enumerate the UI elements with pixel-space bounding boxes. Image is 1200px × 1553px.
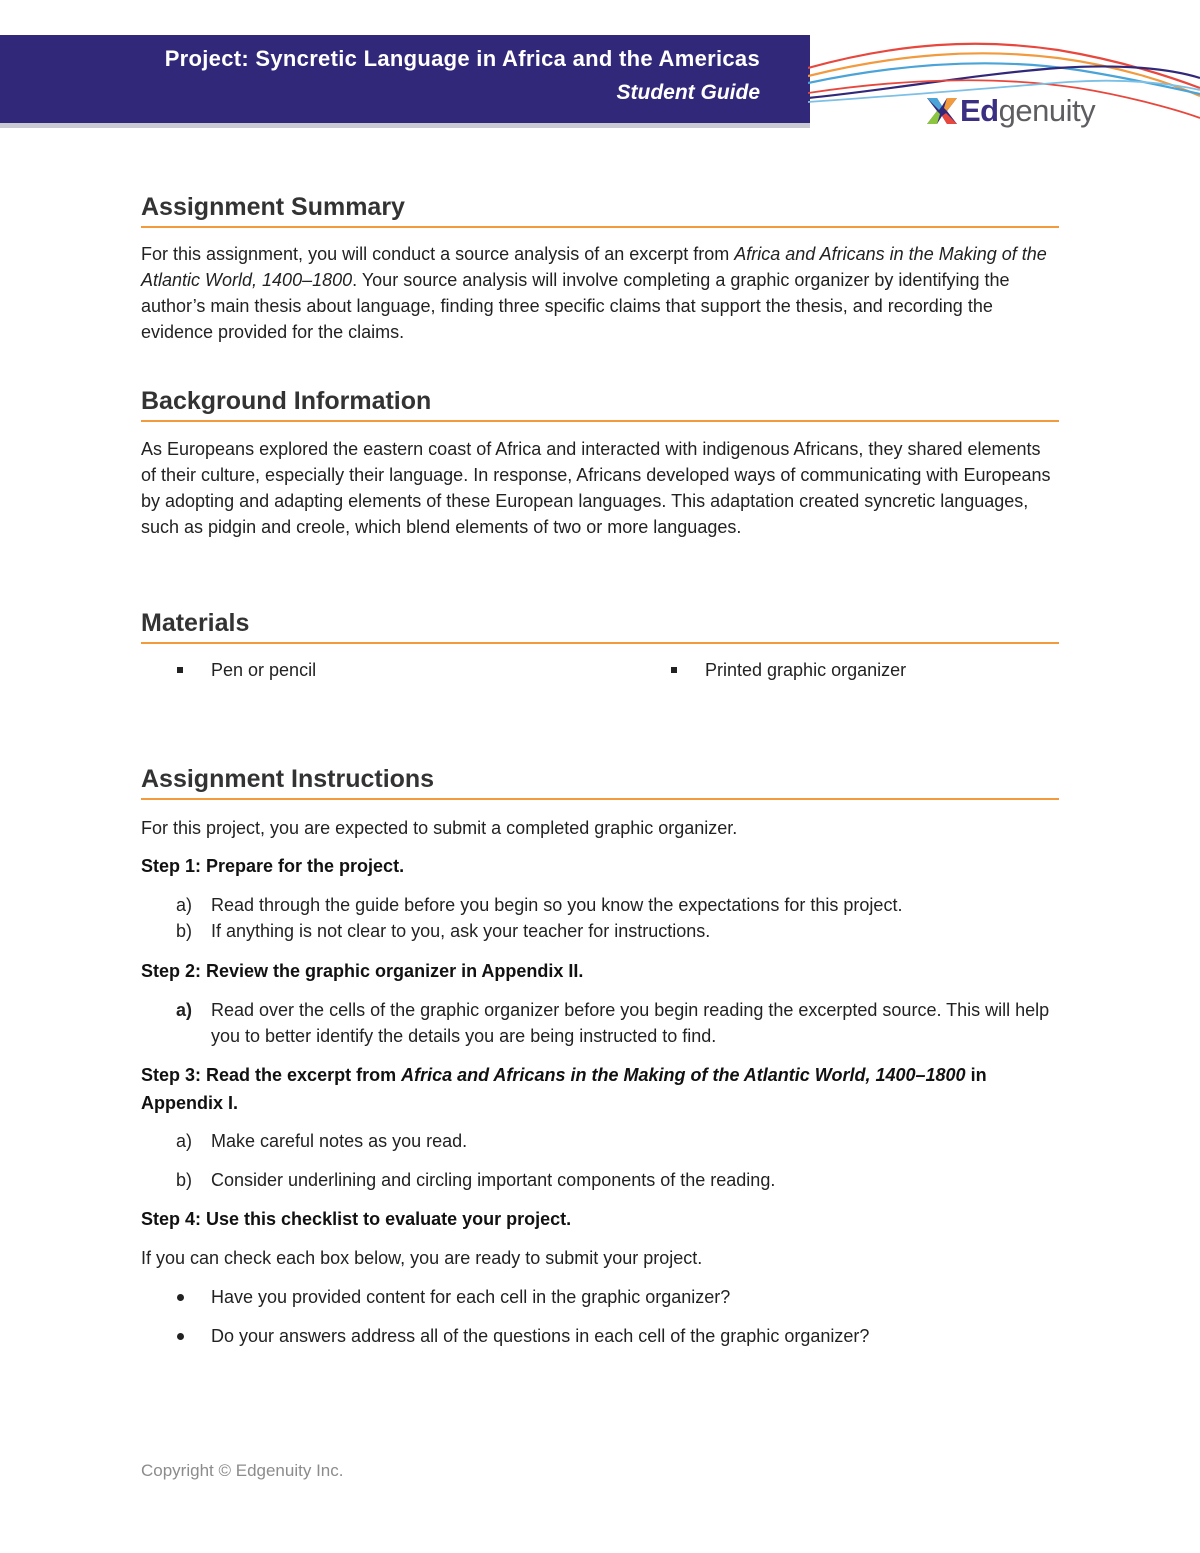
step-4-title: Step 4: Use this checklist to evaluate your project. xyxy=(141,1209,572,1229)
background-paragraph: As Europeans explored the eastern coast of Africa and interacted with indigenous Africans, they shared elements of their culture, especially their language. In response, Africans developed ways of communicating with Europeans by adopting and adapting elements of these European languages. This adaptation created syncretic languages, such as pidgin and creole, which blend elements of two or more languages. xyxy=(141,439,1051,537)
banner-shadow xyxy=(0,123,810,128)
document-title: Project: Syncretic Language in Africa and the Americas xyxy=(164,46,760,71)
bullet-dot-icon xyxy=(177,1294,184,1301)
section-heading-summary: Assignment Summary xyxy=(141,193,1059,228)
bullet-dot-icon xyxy=(177,1333,184,1340)
checklist-intro: If you can check each box below, you are ready to submit your project. xyxy=(141,1248,703,1268)
footer-copyright: Copyright © Edgenuity Inc. xyxy=(141,1461,344,1480)
edgenuity-logo xyxy=(925,90,1095,132)
step-2-title: Step 2: Review the graphic organizer in Appendix II. xyxy=(141,961,584,981)
bullet-square-icon xyxy=(177,667,183,673)
logo-wordmark: Edgenuity xyxy=(960,93,1096,128)
bullet-square-icon xyxy=(671,667,677,673)
section-heading-background: Background Information xyxy=(141,387,1059,422)
summary-paragraph: For this assignment, you will conduct a source analysis of an excerpt from Africa and Africans in the Making of the Atlantic World, 1400–1800. Your source analysis will involve completing a graphic organizer by identifying the author’s main thesis about language, finding three specific claims that support the thesis, and recording the evidence provided for the claims. xyxy=(141,244,1047,342)
step-1-title: Step 1: Prepare for the project. xyxy=(141,856,405,876)
edgenuity-x-icon xyxy=(925,94,959,128)
section-heading-materials: Materials xyxy=(141,609,1059,644)
instructions-intro: For this project, you are expected to submit a completed graphic organizer. xyxy=(141,818,738,838)
step-3-title: Step 3: Read the excerpt from Africa and Africans in the Making of the Atlantic World, 1400–1800 in Appendix I. xyxy=(141,1065,987,1113)
section-heading-instructions: Assignment Instructions xyxy=(141,765,1059,800)
header-banner xyxy=(0,35,810,123)
document-subtitle: Student Guide xyxy=(616,81,760,104)
